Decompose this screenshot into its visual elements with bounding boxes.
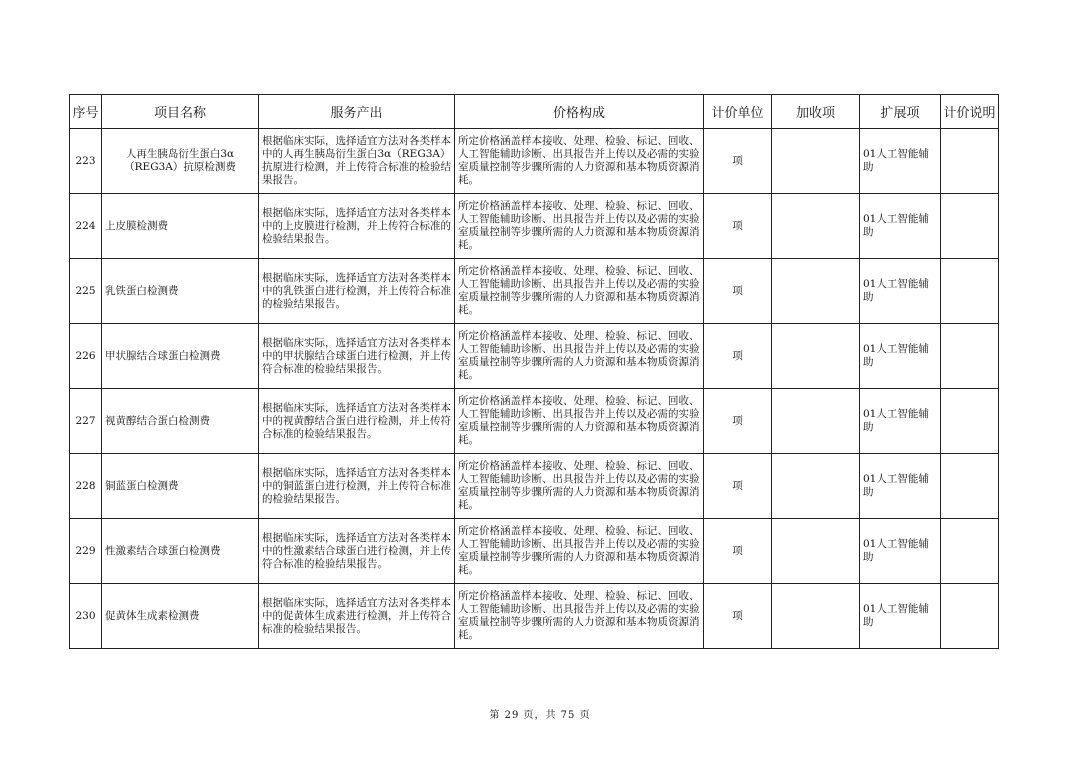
row-note <box>941 324 999 389</box>
row-no: 228 <box>70 454 102 519</box>
row-unit: 项 <box>704 324 772 389</box>
row-ext: 01人工智能辅助 <box>860 454 941 519</box>
header-extra: 加收项 <box>772 95 860 129</box>
header-output: 服务产出 <box>259 95 455 129</box>
row-unit: 项 <box>704 389 772 454</box>
row-no: 230 <box>70 584 102 649</box>
row-extra <box>772 259 860 324</box>
row-note <box>941 129 999 194</box>
row-name: 上皮膜检测费 <box>102 194 259 259</box>
row-ext: 01人工智能辅助 <box>860 584 941 649</box>
row-extra <box>772 129 860 194</box>
row-name: 铜蓝蛋白检测费 <box>102 454 259 519</box>
row-unit: 项 <box>704 194 772 259</box>
row-name: 乳铁蛋白检测费 <box>102 259 259 324</box>
price-table <box>69 94 999 649</box>
row-extra <box>772 454 860 519</box>
table-row <box>70 129 999 194</box>
row-output: 根据临床实际，选择适宜方法对各类样本中的甲状腺结合球蛋白进行检测，并上传符合标准的检验结果报告。 <box>259 324 455 389</box>
row-output: 根据临床实际，选择适宜方法对各类样本中的人再生胰岛衍生蛋白3α（REG3A）抗原进行检测，并上传符合标准的检验结果报告。 <box>259 129 455 194</box>
table-row <box>70 194 999 259</box>
row-price: 所定价格涵盖样本接收、处理、检验、标记、回收、人工智能辅助诊断、出具报告并上传以及必需的实验室质量控制等步骤所需的人力资源和基本物质资源消耗。 <box>455 454 704 519</box>
row-price: 所定价格涵盖样本接收、处理、检验、标记、回收、人工智能辅助诊断、出具报告并上传以及必需的实验室质量控制等步骤所需的人力资源和基本物质资源消耗。 <box>455 324 704 389</box>
row-unit: 项 <box>704 519 772 584</box>
row-output: 根据临床实际，选择适宜方法对各类样本中的促黄体生成素进行检测，并上传符合标准的检验结果报告。 <box>259 584 455 649</box>
row-price: 所定价格涵盖样本接收、处理、检验、标记、回收、人工智能辅助诊断、出具报告并上传以及必需的实验室质量控制等步骤所需的人力资源和基本物质资源消耗。 <box>455 519 704 584</box>
header-name: 项目名称 <box>102 95 259 129</box>
header-note: 计价说明 <box>941 95 999 129</box>
row-no: 229 <box>70 519 102 584</box>
table-header-row <box>70 95 999 129</box>
table-row <box>70 584 999 649</box>
table-row <box>70 324 999 389</box>
row-note <box>941 454 999 519</box>
row-name: 促黄体生成素检测费 <box>102 584 259 649</box>
table-row <box>70 454 999 519</box>
header-no: 序号 <box>70 95 102 129</box>
row-price: 所定价格涵盖样本接收、处理、检验、标记、回收、人工智能辅助诊断、出具报告并上传以及必需的实验室质量控制等步骤所需的人力资源和基本物质资源消耗。 <box>455 259 704 324</box>
row-name: 视黄醇结合蛋白检测费 <box>102 389 259 454</box>
row-output: 根据临床实际，选择适宜方法对各类样本中的上皮膜进行检测，并上传符合标准的检验结果报告。 <box>259 194 455 259</box>
row-price: 所定价格涵盖样本接收、处理、检验、标记、回收、人工智能辅助诊断、出具报告并上传以及必需的实验室质量控制等步骤所需的人力资源和基本物质资源消耗。 <box>455 584 704 649</box>
row-note <box>941 194 999 259</box>
table-row <box>70 389 999 454</box>
row-no: 226 <box>70 324 102 389</box>
row-ext: 01人工智能辅助 <box>860 389 941 454</box>
row-note <box>941 259 999 324</box>
row-ext: 01人工智能辅助 <box>860 259 941 324</box>
row-extra <box>772 389 860 454</box>
row-output: 根据临床实际，选择适宜方法对各类样本中的铜蓝蛋白进行检测，并上传符合标准的检验结果报告。 <box>259 454 455 519</box>
table-row <box>70 259 999 324</box>
row-extra <box>772 519 860 584</box>
row-extra <box>772 584 860 649</box>
row-no: 223 <box>70 129 102 194</box>
row-unit: 项 <box>704 454 772 519</box>
row-note <box>941 519 999 584</box>
page-footer: 第 29 页，共 75 页 <box>489 710 591 721</box>
header-price: 价格构成 <box>455 95 704 129</box>
row-no: 225 <box>70 259 102 324</box>
table-row <box>70 519 999 584</box>
row-price: 所定价格涵盖样本接收、处理、检验、标记、回收、人工智能辅助诊断、出具报告并上传以及必需的实验室质量控制等步骤所需的人力资源和基本物质资源消耗。 <box>455 129 704 194</box>
row-ext: 01人工智能辅助 <box>860 194 941 259</box>
row-unit: 项 <box>704 129 772 194</box>
row-no: 224 <box>70 194 102 259</box>
header-ext: 扩展项 <box>860 95 941 129</box>
row-ext: 01人工智能辅助 <box>860 129 941 194</box>
row-note <box>941 584 999 649</box>
row-extra <box>772 194 860 259</box>
row-unit: 项 <box>704 584 772 649</box>
row-output: 根据临床实际，选择适宜方法对各类样本中的乳铁蛋白进行检测，并上传符合标准的检验结果报告。 <box>259 259 455 324</box>
row-ext: 01人工智能辅助 <box>860 519 941 584</box>
row-no: 227 <box>70 389 102 454</box>
row-extra <box>772 324 860 389</box>
row-note <box>941 389 999 454</box>
row-price: 所定价格涵盖样本接收、处理、检验、标记、回收、人工智能辅助诊断、出具报告并上传以及必需的实验室质量控制等步骤所需的人力资源和基本物质资源消耗。 <box>455 389 704 454</box>
row-ext: 01人工智能辅助 <box>860 324 941 389</box>
row-price: 所定价格涵盖样本接收、处理、检验、标记、回收、人工智能辅助诊断、出具报告并上传以及必需的实验室质量控制等步骤所需的人力资源和基本物质资源消耗。 <box>455 194 704 259</box>
row-output: 根据临床实际，选择适宜方法对各类样本中的性激素结合球蛋白进行检测，并上传符合标准的检验结果报告。 <box>259 519 455 584</box>
row-name: 性激素结合球蛋白检测费 <box>102 519 259 584</box>
row-name: 人再生胰岛衍生蛋白3α（REG3A）抗原检测费 <box>102 129 259 194</box>
row-name: 甲状腺结合球蛋白检测费 <box>102 324 259 389</box>
row-unit: 项 <box>704 259 772 324</box>
row-output: 根据临床实际，选择适宜方法对各类样本中的视黄醇结合蛋白进行检测，并上传符合标准的检验结果报告。 <box>259 389 455 454</box>
header-unit: 计价单位 <box>704 95 772 129</box>
